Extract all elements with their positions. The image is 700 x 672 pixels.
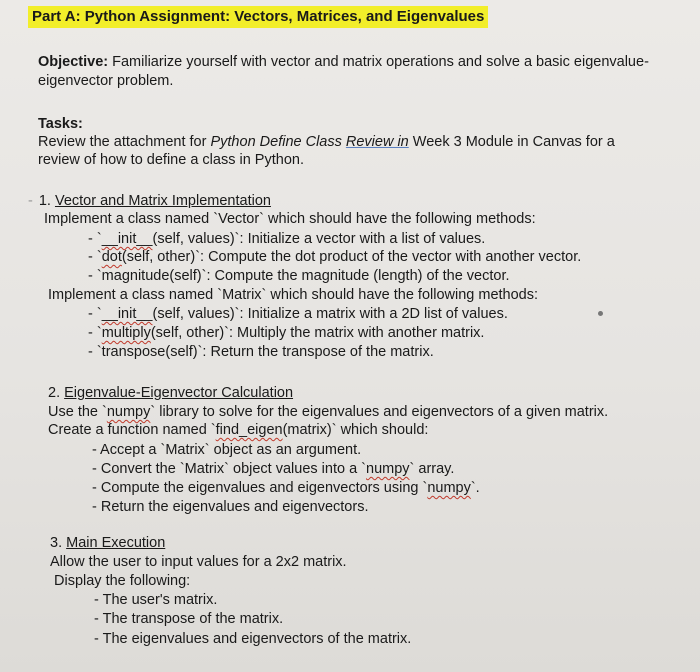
function-name: find_eigen (215, 422, 283, 438)
method-name: __init__ (101, 231, 153, 247)
section-2-item-4: - Return the eigenvalues and eigenvectors. (92, 499, 369, 515)
review-text-a: Review the attachment for (38, 134, 211, 150)
text: ` array. (409, 461, 455, 477)
section-2-line-2 (48, 421, 428, 439)
section-3-heading-line (50, 534, 165, 552)
method-prefix: - ` (88, 325, 102, 341)
vector-method-dot (88, 248, 581, 266)
objective-line-1 (38, 53, 649, 71)
numpy-word: numpy (366, 461, 410, 477)
method-prefix: - ` (88, 306, 102, 322)
section-3-heading: Main Execution (66, 535, 166, 551)
numpy-word: numpy (106, 404, 151, 420)
section-2-line-1 (48, 403, 608, 421)
method-prefix: - ` (88, 231, 102, 247)
method-desc: (self, other)`: Compute the dot product of the vector with another vector. (121, 249, 582, 265)
matrix-method-transpose: - `transpose(self)`: Return the transpose of the matrix. (88, 344, 434, 360)
matrix-intro: Implement a class named `Matrix` which should have the following methods: (48, 287, 539, 303)
section-1-heading: Vector and Matrix Implementation (54, 193, 271, 209)
method-name: multiply (101, 325, 151, 341)
section-3-item-3: - The eigenvalues and eigenvectors of the matrix. (94, 631, 412, 647)
text: Create a function named ` (48, 422, 216, 438)
section-2-item-1: - Accept a `Matrix` object as an argument. (92, 442, 362, 458)
method-name: __init__ (101, 306, 153, 322)
method-name: dot (101, 249, 122, 265)
stray-dot (598, 311, 603, 316)
text: `. (470, 480, 480, 496)
text: Use the ` (48, 404, 107, 420)
review-link[interactable]: Review in (345, 134, 409, 150)
text: (matrix)` which should: (282, 422, 429, 438)
section-3-item-1: - The user's matrix. (94, 592, 218, 608)
objective-line-2: eigenvector problem. (38, 73, 174, 89)
method-desc: (self, values)`: Initialize a vector with a list of values. (152, 231, 486, 247)
section-2-heading-line (48, 384, 293, 402)
section-1-number: 1. (38, 193, 55, 209)
numpy-word: numpy (427, 480, 471, 496)
tasks-heading: Tasks: (38, 116, 83, 132)
section-2-heading: Eigenvalue-Eigenvector Calculation (64, 385, 294, 401)
method-prefix: - ` (88, 249, 102, 265)
vector-intro: Implement a class named `Vector` which should have the following methods: (44, 211, 536, 227)
section-3-line-1: Allow the user to input values for a 2x2 matrix. (50, 554, 347, 570)
section-2-number: 2. (48, 385, 65, 401)
section-1-heading-line (28, 192, 271, 210)
section-3-line-2: Display the following: (54, 573, 191, 589)
review-line-1 (38, 133, 615, 151)
text: ` library to solve for the eigenvalues and eigenvectors of a given matrix. (150, 404, 609, 420)
review-line-2: review of how to define a class in Python. (38, 152, 304, 168)
text: - Convert the `Matrix` object values into a ` (92, 461, 366, 477)
text: - Compute the eigenvalues and eigenvectors using ` (92, 480, 428, 496)
review-italic: Python Define Class (210, 134, 346, 150)
review-text-b: Week 3 Module in Canvas for a (408, 134, 615, 150)
method-desc: (self, values)`: Initialize a matrix with a 2D list of values. (152, 306, 508, 322)
section-2-item-2 (92, 460, 454, 478)
section-3-number: 3. (50, 535, 67, 551)
vector-method-init (88, 230, 485, 248)
section-2-item-3 (92, 479, 480, 497)
bullet-marker: - (28, 193, 33, 209)
objective-text: Familiarize yourself with vector and matrix operations and solve a basic eigenvalue- (108, 54, 649, 70)
page-title: Part A: Python Assignment: Vectors, Matrices, and Eigenvalues (28, 6, 488, 28)
section-3-item-2: - The transpose of the matrix. (94, 611, 284, 627)
matrix-method-init (88, 305, 508, 323)
method-desc: (self, other)`: Multiply the matrix with another matrix. (150, 325, 485, 341)
matrix-method-multiply (88, 324, 484, 342)
objective-label: Objective: (38, 54, 109, 70)
vector-method-magnitude: - `magnitude(self)`: Compute the magnitude (length) of the vector. (88, 268, 510, 284)
